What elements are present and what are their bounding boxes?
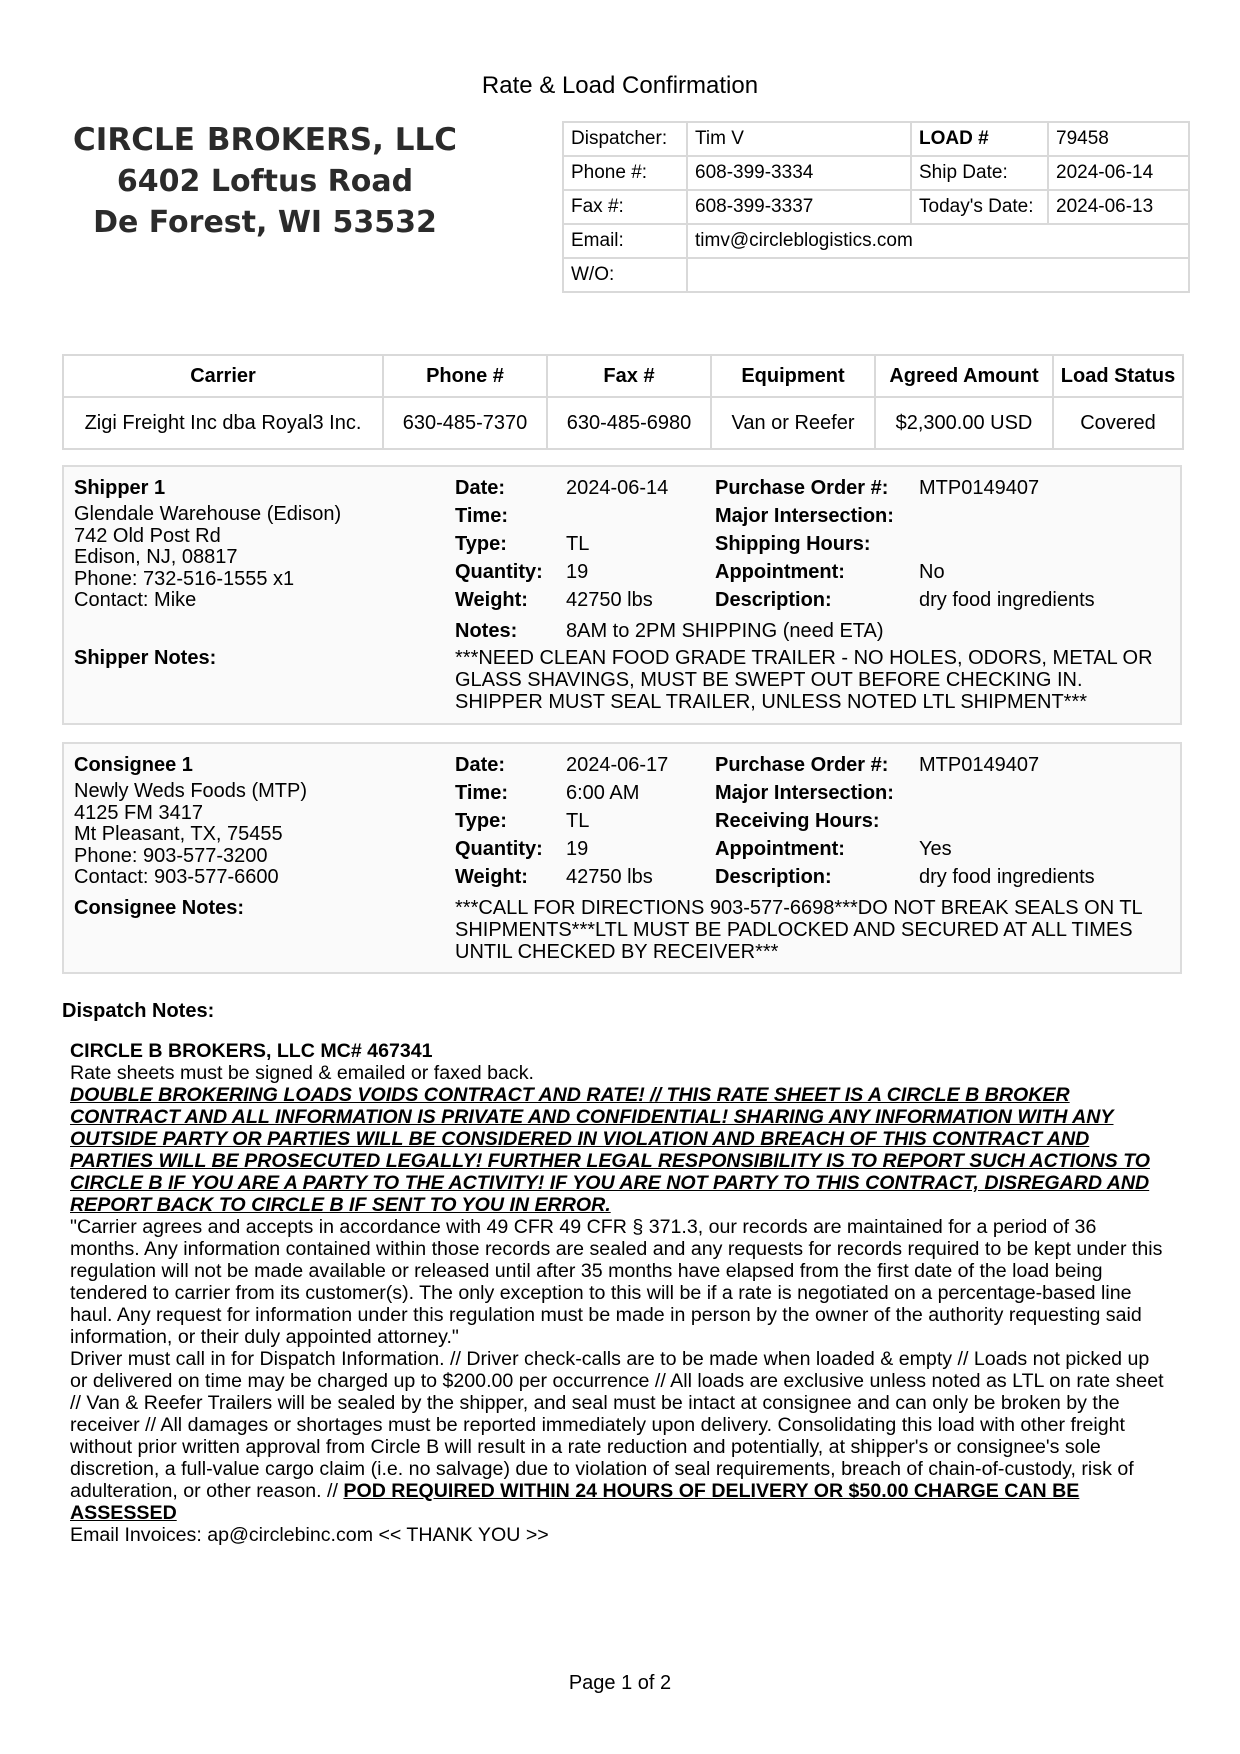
consignee-city: Mt Pleasant, TX, 75455 [74,823,283,846]
consignee-quantity: 19 [566,838,589,860]
email-label: Email: [563,224,687,258]
consignee-quantity-label: Quantity: [455,838,543,860]
shipper-notes-text: ***NEED CLEAN FOOD GRADE TRAILER - NO HOLES, ODORS, METAL OR GLASS SHAVINGS, MUST BE SWEPT OUT BEFORE CHECKING IN. SHIPPER MUST SEAL TRAILER, UNLESS NOTED LTL SHIPMENT*** [455,647,1153,713]
shipper-quantity-label: Quantity: [455,561,543,583]
shipper-quantity: 19 [566,561,589,583]
carrier-table-header [63,355,1183,397]
shipper-notes-label: Notes: [455,620,518,642]
records-clause: "Carrier agrees and accepts in accordance with 49 CFR 49 CFR § 371.3, our records are maintained for a period of 36 months. Any information contained within those records are sealed and any requests for records required to be kept under this regulation will not be made available or released until after 35 months have elapsed from the first date of the load being tendered to carrier from its customer(s). The only exception to this will be if a rate is negotiated on a percentage-based line haul. Any request for information under this regulation must be made in person by the owner of the authority requesting said information, or their duly appointed attorney." [70,1216,1163,1348]
fax-label: Fax #: [563,190,687,224]
consignee-type: TL [566,810,590,832]
double-brokering-warning: DOUBLE BROKERING LOADS VOIDS CONTRACT AND RATE! // THIS RATE SHEET IS A CIRCLE B BROKER CONTRACT AND ALL INFORMATION IS PRIVATE AND CONFIDENTIAL! SHARING ANY INFORMATION WITH ANY OUTSIDE PARTY OR PARTIES WILL BE CONSIDERED IN VIOLATION AND BREACH OF THIS CONTRACT AND PARTIES WILL BE PROSECUTED LEGALLY! FURTHER LEGAL RESPONSIBILITY IS TO REPORT SUCH ACTIONS TO CIRCLE B IF YOU ARE A PARTY TO THE ACTIVITY! IF YOU ARE NOT PARTY TO THIS CONTRACT, DISREGARD AND REPORT BACK TO CIRCLE B IF SENT TO YOU IN ERROR. [70,1084,1150,1216]
consignee-major-intersection-label: Major Intersection: [715,782,894,804]
shipper-hours-label: Shipping Hours: [715,533,871,555]
column-header-equipment: Equipment [711,355,875,397]
column-header-phone: Phone # [383,355,547,397]
shipper-street: 742 Old Post Rd [74,524,221,547]
dispatch-notes-body [70,1040,1170,1546]
carrier-fax: 630-485-6980 [547,397,711,449]
ship-date-label: Ship Date: [911,156,1048,190]
consignee-name: Newly Weds Foods (MTP) [74,780,308,802]
carrier-load-status: Covered [1053,397,1183,449]
consignee-date-label: Date: [455,754,506,776]
carrier-equipment: Van or Reefer [711,397,875,449]
column-header-fax: Fax # [547,355,711,397]
consignee-phone: Phone: 903-577-3200 [74,844,268,867]
shipper-appointment: No [919,561,945,583]
fax-value: 608-399-3337 [687,190,911,224]
consignee-description-label: Description: [715,866,832,888]
dispatcher-value: Tim V [687,122,911,156]
consignee-appointment: Yes [919,838,952,860]
logo-name-left: CIRCLE [73,122,195,158]
consignee-weight-label: Weight: [455,866,528,888]
carrier-name: Zigi Freight Inc dba Royal3 Inc. [63,397,383,449]
wo-value [687,258,1189,292]
todays-date-value: 2024-06-13 [1048,190,1189,224]
shipper-notes: 8AM to 2PM SHIPPING (need ETA) [566,620,884,642]
shipper-description-label: Description: [715,589,832,611]
shipper-phone: Phone: 732-516-1555 x1 [74,567,295,590]
driver-terms [70,1348,1170,1524]
consignee-contact: Contact: 903-577-6600 [74,866,279,889]
shipper-address [74,504,341,612]
shipper-description: dry food ingredients [919,589,1095,611]
consignee-description: dry food ingredients [919,866,1095,888]
shipper-date-label: Date: [455,477,506,499]
shipper-city: Edison, NJ, 08817 [74,546,238,569]
todays-date-label: Today's Date: [911,190,1048,224]
load-number-value: 79458 [1048,122,1189,156]
consignee-hours-label: Receiving Hours: [715,810,880,832]
dispatch-info-table [562,121,1190,293]
column-header-carrier: Carrier [63,355,383,397]
consignee-notes-text: ***CALL FOR DIRECTIONS 903-577-6698***DO NOT BREAK SEALS ON TL SHIPMENTS***LTL MUST BE PADLOCKED AND SECURED AT ALL TIMES UNTIL CHECKED BY RECEIVER*** [455,897,1142,963]
shipper-contact: Contact: Mike [74,589,197,612]
shipper-major-intersection-label: Major Intersection: [715,505,894,527]
phone-label: Phone #: [563,156,687,190]
rate-sheet-line: Rate sheets must be signed & emailed or faxed back. [70,1062,534,1084]
consignee-type-label: Type: [455,810,507,832]
dispatcher-label: Dispatcher: [563,122,687,156]
consignee-address [74,781,307,889]
logo-address-line2: De Forest, WI 53532 [93,205,437,240]
consignee-date: 2024-06-17 [566,754,669,776]
shipper-date: 2024-06-14 [566,477,669,499]
shipper-name: Glendale Warehouse (Edison) [74,503,342,525]
phone-value: 608-399-3334 [687,156,911,190]
company-logo [73,122,457,240]
carrier-table [62,354,1184,450]
consignee-po-label: Purchase Order #: [715,754,889,776]
pod-notice: POD REQUIRED WITHIN 24 HOURS OF DELIVERY OR $50.00 CHARGE CAN BE ASSESSED [70,1480,1080,1524]
consignee-po: MTP0149407 [919,754,1040,776]
column-header-load-status: Load Status [1053,355,1183,397]
carrier-phone: 630-485-7370 [383,397,547,449]
shipper-type: TL [566,533,590,555]
invoice-email-line: Email Invoices: ap@circlebinc.com << THANK YOU >> [70,1524,549,1546]
consignee-heading: Consignee 1 [74,754,193,776]
logo-name-right: BROKERS, LLC [206,122,457,158]
consignee-weight: 42750 lbs [566,866,653,888]
consignee-street: 4125 FM 3417 [74,801,203,824]
shipper-heading: Shipper 1 [74,477,166,499]
document-title: Rate & Load Confirmation [481,72,759,99]
dispatch-notes-label: Dispatch Notes: [62,1000,215,1022]
shipper-weight-label: Weight: [455,589,528,611]
load-number-label: LOAD # [911,122,1048,156]
shipper-time-label: Time: [455,505,508,527]
ship-date-value: 2024-06-14 [1048,156,1189,190]
carrier-agreed-amount: $2,300.00 USD [875,397,1053,449]
email-value: timv@circleblogistics.com [687,224,1189,258]
shipper-weight: 42750 lbs [566,589,653,611]
consignee-appointment-label: Appointment: [715,838,845,860]
wo-label: W/O: [563,258,687,292]
consignee-time-label: Time: [455,782,508,804]
shipper-type-label: Type: [455,533,507,555]
consignee-time: 6:00 AM [566,782,640,804]
shipper-po-label: Purchase Order #: [715,477,889,499]
shipper-section [62,465,1182,725]
column-header-agreed-amount: Agreed Amount [875,355,1053,397]
table-row [63,397,1183,449]
consignee-section [62,742,1182,974]
shipper-appointment-label: Appointment: [715,561,845,583]
driver-clause: Driver must call in for Dispatch Information. // Driver check-calls are to be made when loaded & empty // Loads not picked up or delivered on time may be charged up to $200.00 per occurrence // All loads are exclusive unless noted as LTL on rate sheet // Van & Reefer Trailers will be sealed by the shipper, and seal must be intact at consignee and can only be broken by the receiver // All damages or shortages must be reported immediately upon delivery. Consolidating this load with other freight without prior written approval from Circle B will result in a rate reduction and potentially, at shipper's or consignee's sole discretion, a full-value cargo claim (i.e. no salvage) due to violation of seal requirements, breach of chain-of-custody, risk of adulteration, or other reason. // [70,1348,1164,1502]
mc-number-line: CIRCLE B BROKERS, LLC MC# 467341 [70,1040,433,1062]
page-number: Page 1 of 2 [568,1672,672,1694]
logo-address-line1: 6402 Loftus Road [116,164,414,199]
shipper-po: MTP0149407 [919,477,1040,499]
consignee-notes-heading: Consignee Notes: [74,897,245,919]
shipper-notes-heading: Shipper Notes: [74,647,217,669]
